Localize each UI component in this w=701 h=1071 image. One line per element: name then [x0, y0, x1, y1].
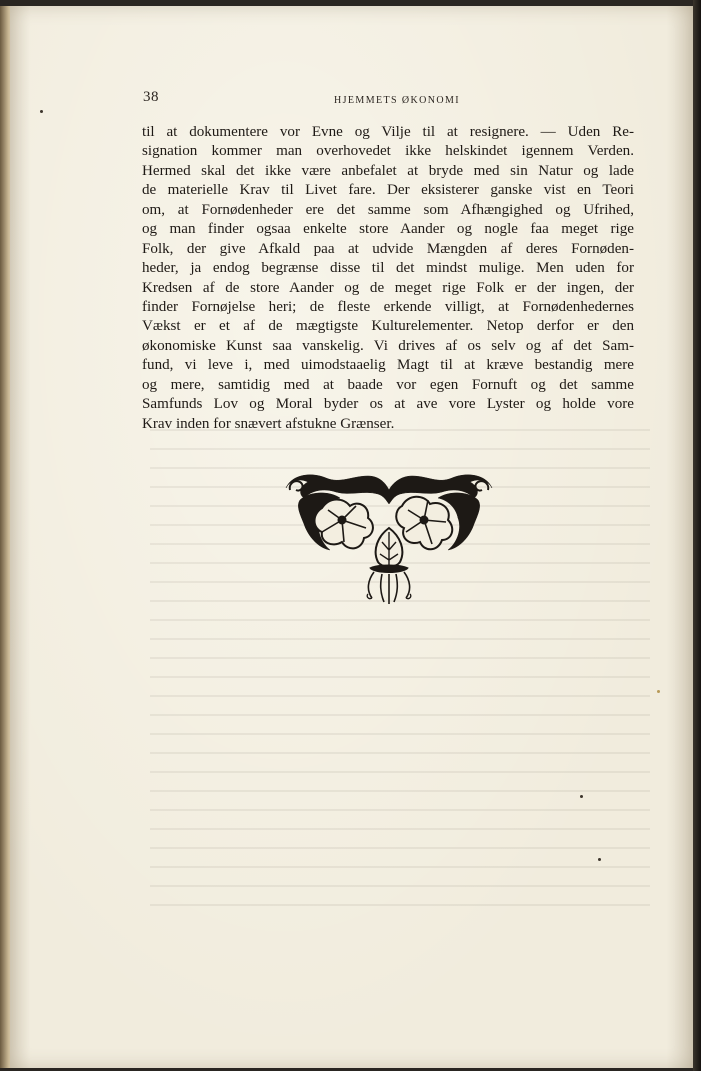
text-line: Hermed skal det ikke være anbefalet at bryde med sin Natur og lade [142, 162, 634, 179]
paper-speck [40, 110, 43, 113]
text-line: signation kommer man overhovedet ikke helskindet igennem Verden. [142, 143, 634, 160]
text-line: og man finder ogsaa enkelte store Aander og nogle faa meget rige [142, 221, 634, 238]
floral-vignette-icon [282, 470, 496, 606]
body-paragraph [142, 123, 634, 434]
page-edge-shadow [693, 0, 701, 1071]
paper-speck [598, 858, 601, 861]
paper-speck [657, 690, 660, 693]
text-line: finder Fornøjelse heri; de fleste erkende villigt, at Fornødenhedernes [142, 298, 634, 315]
text-line: til at dokumentere vor Evne og Vilje til at resignere. — Uden Re- [142, 124, 634, 140]
text-line: Samfunds Lov og Moral byder os at ave vore Lyster og holde vore [142, 396, 634, 413]
running-head: HJEMMETS ØKONOMI [334, 95, 461, 106]
text-line: fund, vi leve i, med uimodstaaelig Magt til at kræve bestandig mere [142, 357, 634, 374]
text-line: Folk, der give Afkald paa at udvide Mængden af deres Fornøden- [142, 240, 634, 257]
text-line: de materielle Krav til Livet fare. Der eksisterer ganske vist en Teori [142, 182, 634, 199]
page-number: 38 [143, 89, 159, 105]
text-line: Vækst er et af de mægtigste Kulturelementer. Netop derfor er den [142, 318, 634, 335]
text-line-last: Krav inden for snævert afstukne Grænser. [142, 415, 395, 432]
paper-speck [580, 795, 583, 798]
text-line: om, at Fornødenheder ere det samme som Afhængighed og Ufrihed, [142, 201, 634, 218]
text-line: heder, ja endog begrænse disse til det mindst mulige. Men uden for [142, 260, 634, 277]
text-line: og mere, samtidig med at baade vor egen Fornuft og det samme [142, 376, 634, 393]
text-line: Kredsen af de store Aander og de meget rige Folk er der ingen, der [142, 279, 634, 296]
text-line: økonomiske Kunst saa vanskelig. Vi drives af os selv og af det Sam- [142, 337, 634, 354]
